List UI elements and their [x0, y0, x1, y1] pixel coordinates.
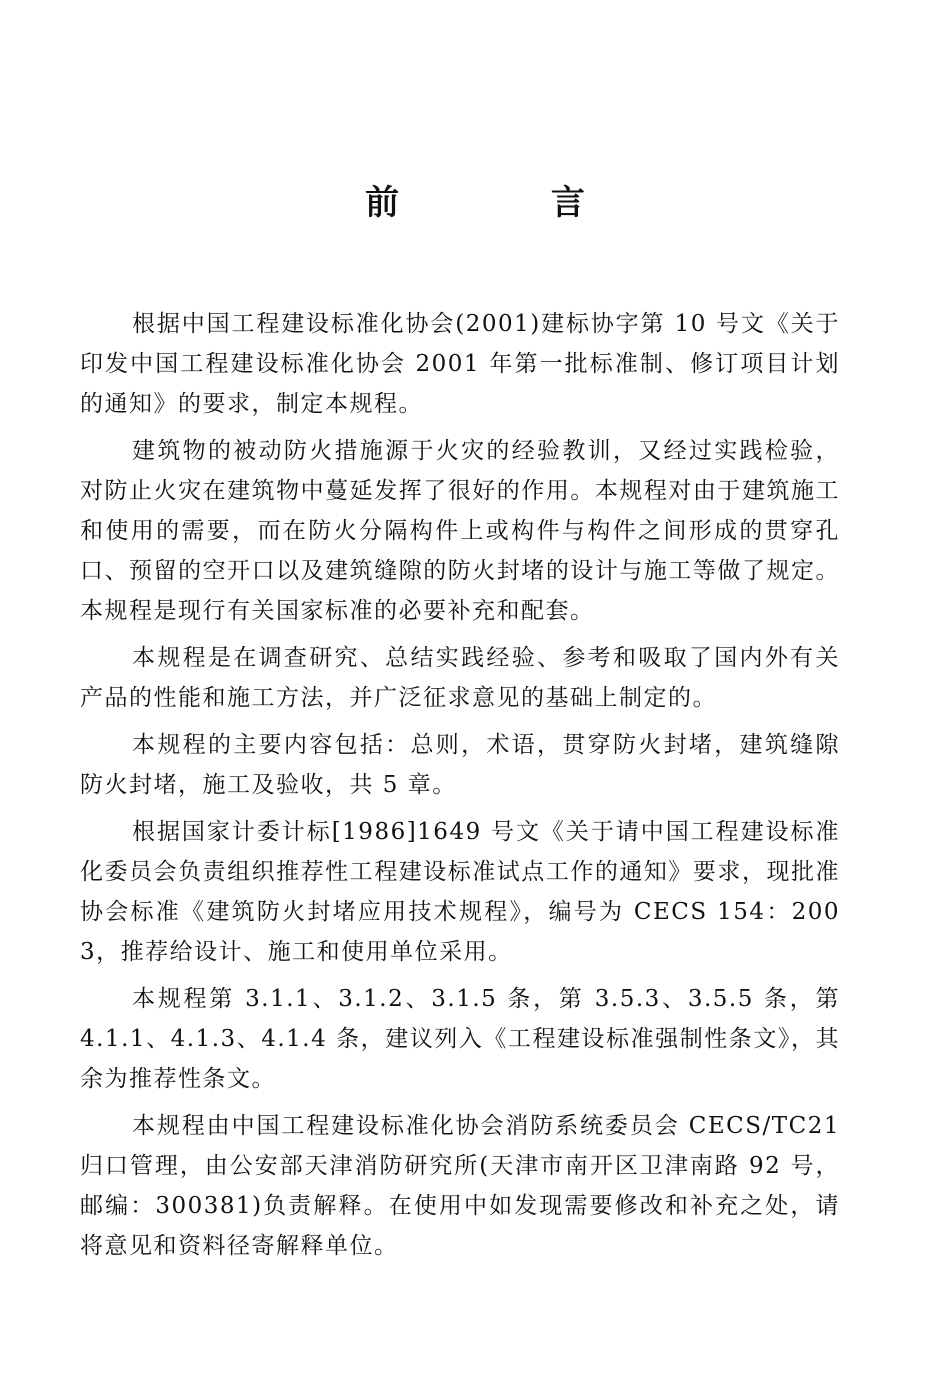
- document-body: [80, 304, 840, 1273]
- paragraph-6: 本规程第 3.1.1、3.1.2、3.1.5 条，第 3.5.3、3.5.5 条，第 4.1.1、4.1.3、4.1.4 条，建议列入《工程建设标准强制性条文》，其余为推荐性条文。: [80, 986, 840, 1092]
- paragraph-4: 本规程的主要内容包括：总则，术语，贯穿防火封堵，建筑缝隙防火封堵，施工及验收，共 5 章。: [80, 732, 840, 798]
- paragraph-7: 本规程由中国工程建设标准化协会消防系统委员会 CECS/TC21 归口管理，由公安部天津消防研究所(天津市南开区卫津南路 92 号，邮编：300381)负责解释。在使用中如发现需要修改和补充之处，请将意见和资料径寄解释单位。: [80, 1113, 840, 1259]
- paragraph-2: 建筑物的被动防火措施源于火灾的经验教训，又经过实践检验，对防止火灾在建筑物中蔓延发挥了很好的作用。本规程对由于建筑施工和使用的需要，而在防火分隔构件上或构件与构件之间形成的贯穿孔口、预留的空开口以及建筑缝隙的防火封堵的设计与施工等做了规定。本规程是现行有关国家标准的必要补充和配套。: [80, 438, 840, 624]
- paragraph-1: 根据中国工程建设标准化协会(2001)建标协字第 10 号文《关于印发中国工程建设标准化协会 2001 年第一批标准制、修订项目计划的通知》的要求，制定本规程。: [80, 311, 840, 417]
- paragraph-3: 本规程是在调查研究、总结实践经验、参考和吸取了国内外有关产品的性能和施工方法，并广泛征求意见的基础上制定的。: [80, 645, 840, 711]
- page-title: 前 言: [365, 183, 655, 223]
- paragraph-5: 根据国家计委计标[1986]1649 号文《关于请中国工程建设标准化委员会负责组织推荐性工程建设标准试点工作的通知》要求，现批准协会标准《建筑防火封堵应用技术规程》，编号为 CECS 154：2003，推荐给设计、施工和使用单位采用。: [80, 819, 840, 965]
